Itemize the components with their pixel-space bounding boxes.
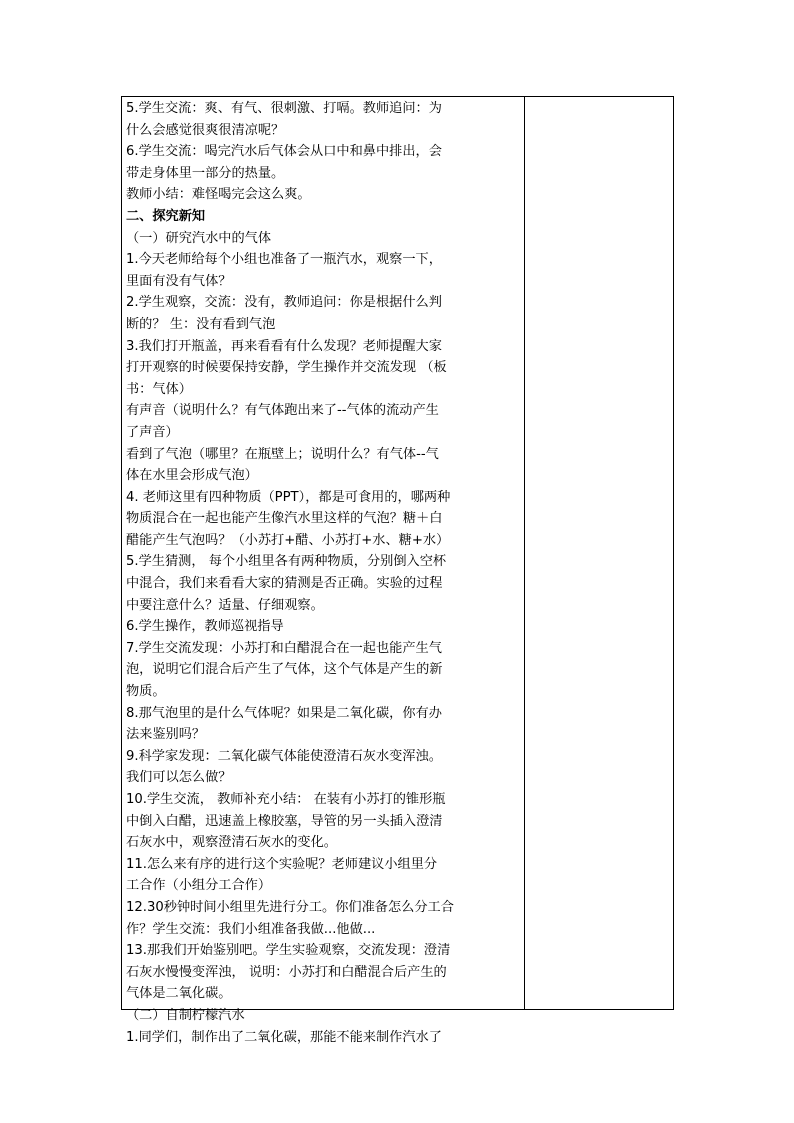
notes-cell — [525, 97, 673, 1009]
text-line: 石灰水中，观察澄清石灰水的变化。 — [126, 835, 337, 851]
lesson-content-cell — [122, 97, 525, 1045]
text-line: 书：气体） — [126, 381, 192, 397]
text-line: 泡，说明它们混合后产生了气体，这个气体是产生的新 — [126, 662, 443, 678]
text-line: 断的？ 生：没有看到气泡 — [126, 316, 276, 332]
text-line: 作？学生交流：我们小组准备我做...他做... — [126, 921, 376, 937]
text-line: 中混合，我们来看看大家的猜测是否正确。实验的过程 — [126, 576, 443, 592]
text-line: 11.怎么来有序的进行这个实验呢？老师建议小组里分 — [126, 856, 438, 872]
text-line: 5.学生猜测， 每个小组里各有两种物质，分别倒入空杯 — [126, 554, 447, 570]
text-line: 体在水里会形成气泡） — [126, 468, 258, 484]
text-line: 7.学生交流发现：小苏打和白醋混合在一起也能产生气 — [126, 640, 442, 656]
text-line: 8.那气泡里的是什么气体呢？如果是二氧化碳，你有办 — [126, 705, 442, 721]
text-line: 什么会感觉很爽很清凉呢？ — [126, 122, 285, 138]
text-line: 6.学生交流：喝完汽水后气体会从口中和鼻中排出，会 — [126, 144, 442, 160]
text-line: 了声音） — [126, 424, 179, 440]
text-line: （一）研究汽水中的气体 — [126, 230, 272, 246]
text-line: 工合作（小组分工合作） — [126, 878, 272, 894]
text-line: 中倒入白醋，迅速盖上橡胶塞，导管的另一头插入澄清 — [126, 813, 443, 829]
text-line: 醋能产生气泡吗？（小苏打+醋、小苏打+水、糖+水） — [126, 532, 450, 548]
text-line: 我们可以怎么做？ — [126, 770, 232, 786]
text-line: 中要注意什么？适量、仔细观察。 — [126, 597, 324, 613]
text-line: 教师小结：难怪喝完会这么爽。 — [126, 187, 311, 203]
text-line: 物质混合在一起也能产生像汽水里这样的气泡？糖＋白 — [126, 511, 443, 527]
text-line: 有声音（说明什么？有气体跑出来了--气体的流动产生 — [126, 403, 439, 419]
text-line: 12.30秒钟时间小组里先进行分工。你们准备怎么分工合 — [126, 899, 454, 915]
text-line: 石灰水慢慢变浑浊， 说明：小苏打和白醋混合后产生的 — [126, 964, 447, 980]
text-line: 2.学生观察，交流：没有，教师追问：你是根据什么判 — [126, 295, 442, 311]
text-line: 里面有没有气体？ — [126, 273, 232, 289]
text-line: 13.那我们开始鉴别吧。学生实验观察，交流发现：澄清 — [126, 943, 451, 959]
text-line: 3.我们打开瓶盖，再来看看有什么发现？老师提醒大家 — [126, 338, 442, 354]
text-line: 1.同学们，制作出了二氧化碳，那能不能来制作汽水了 — [126, 1029, 442, 1045]
text-line: 1.今天老师给每个小组也准备了一瓶汽水，观察一下， — [126, 252, 442, 268]
text-line: （二）自制柠檬汽水 — [126, 1007, 245, 1023]
text-line: 物质。 — [126, 684, 166, 700]
text-line: 6.学生操作，教师巡视指导 — [126, 619, 284, 635]
section-heading-line: 二、探究新知 — [126, 208, 206, 224]
text-line: 法来鉴别吗？ — [126, 727, 206, 743]
text-line: 9.科学家发现：二氧化碳气体能使澄清石灰水变浑浊。 — [126, 748, 442, 764]
text-line: 带走身体里一部分的热量。 — [126, 165, 285, 181]
text-line: 看到了气泡（哪里？在瓶壁上；说明什么？有气体--气 — [126, 446, 439, 462]
text-line: 4. 老师这里有四种物质（PPT），都是可食用的，哪两种 — [126, 489, 451, 505]
text-line: 气体是二氧化碳。 — [126, 986, 232, 1002]
text-line: 10.学生交流， 教师补充小结： 在装有小苏打的锥形瓶 — [126, 792, 446, 807]
text-line: 5.学生交流：爽、有气、很刺激、打嗝。教师追问：为 — [126, 101, 442, 116]
text-line: 打开观察的时候要保持安静，学生操作并交流发现 （板 — [126, 360, 447, 376]
lesson-table — [121, 96, 674, 1045]
